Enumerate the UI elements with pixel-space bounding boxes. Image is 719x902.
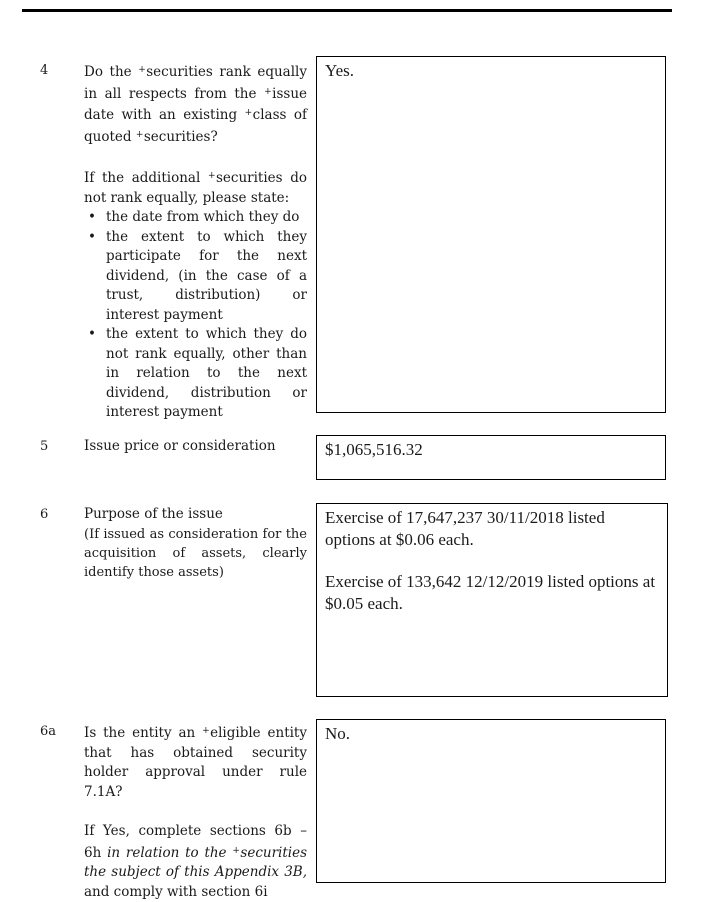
question-4-bullet: • the date from which they do [106,208,307,228]
question-4-text: Do the +securities rank equally in all respects from the +issue date with an existing +class of quoted +securities? [84,64,308,145]
instruction-italic: in relation to the +securities the subject of this Appendix 3B, [84,844,308,880]
answer-4-text: Yes. [325,61,354,80]
answer-box-5[interactable] [316,435,666,480]
answer-6-line: Exercise of 17,647,237 30/11/2018 listed options at $0.06 each. [325,508,605,549]
question-6-text: Purpose of the issue [84,506,223,522]
instruction-end: and comply with section 6i [84,883,268,900]
answer-box-6[interactable] [316,503,668,697]
question-4 [84,61,307,423]
question-6 [84,505,307,582]
question-6a-text: Is the entity an +eligible entity that has obtained security holder approval under rule 7.1A? [84,725,307,800]
item-number-5: 5 [40,439,49,454]
question-4-followup: If the additional +securities do not rank equally, please state: [84,170,307,206]
question-5-text: Issue price or consideration [84,438,276,454]
item-number-6: 6 [40,507,49,522]
answer-6-line: Exercise of 133,642 12/12/2019 listed options at $0.05 each. [325,572,656,613]
answer-box-4[interactable] [316,56,666,413]
answer-6a-text: No. [325,724,351,743]
instruction-plain: If Yes, complete sections 6b – 6h [84,823,307,861]
item-number-6a: 6a [40,724,57,739]
question-4-bullet: • the extent to which they participate for the next dividend, (in the case of a trust, distribution) or interest payment [106,228,307,326]
answer-5-text: $1,065,516.32 [325,440,423,459]
question-5 [84,437,307,457]
question-6a-instruction [84,822,307,902]
question-4-bullets [84,208,307,423]
question-6-note: (If issued as consideration for the acquisition of assets, clearly identify those assets) [84,526,307,580]
answer-box-6a[interactable] [316,719,666,883]
question-4-bullet: • the extent to which they do not rank equally, other than in relation to the next dividend, distribution or interest payment [106,325,307,423]
item-number-4: 4 [40,63,49,78]
question-6a [84,722,307,902]
top-rule [22,9,672,12]
